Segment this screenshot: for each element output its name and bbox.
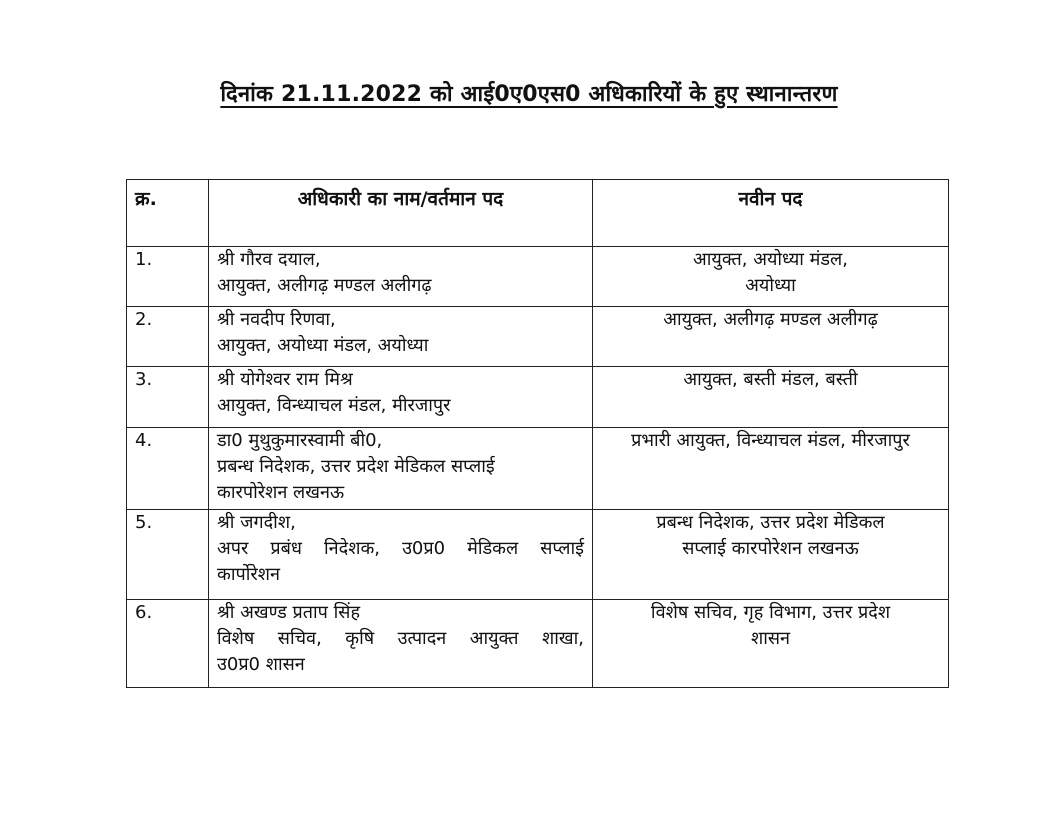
new-post-line: अयोध्या <box>745 275 796 296</box>
current-post: कार्पोरेशन <box>217 564 280 585</box>
officer-name: श्री अखण्ड प्रताप सिंह <box>217 602 361 623</box>
page-title-text: दिनांक 21.11.2022 को आई0ए0एस0 अधिकारियों के हुए स्थानान्तरण <box>220 82 838 107</box>
officer-cell <box>209 367 593 428</box>
current-post: कारपोरेशन लखनऊ <box>217 482 345 503</box>
table-row <box>127 428 949 510</box>
new-post-line: शासन <box>750 628 791 649</box>
new-post-line: आयुक्त, अलीगढ़ मण्डल अलीगढ़ <box>663 309 878 330</box>
officer-name: श्री योगेश्वर राम मिश्र <box>217 369 353 390</box>
new-post-line: आयुक्त, अयोध्या मंडल, <box>693 249 848 270</box>
officer-cell <box>209 307 593 367</box>
new-post-cell <box>593 367 949 428</box>
table-row <box>127 510 949 600</box>
serial-cell: 3. <box>127 367 209 428</box>
new-post-cell <box>593 307 949 367</box>
new-post-line: सप्लाई कारपोरेशन लखनऊ <box>682 538 859 559</box>
serial-cell: 1. <box>127 247 209 307</box>
table-row <box>127 247 949 307</box>
officer-cell <box>209 600 593 688</box>
officer-name: श्री जगदीश, <box>217 512 296 533</box>
header-officer: अधिकारी का नाम/वर्तमान पद <box>209 180 593 247</box>
serial-cell: 2. <box>127 307 209 367</box>
officer-cell <box>209 428 593 510</box>
current-post: आयुक्त, विन्ध्याचल मंडल, मीरजापुर <box>217 395 451 416</box>
current-post: आयुक्त, अयोध्या मंडल, अयोध्या <box>217 335 429 356</box>
table-row <box>127 367 949 428</box>
serial-cell: 6. <box>127 600 209 688</box>
table-header-row <box>127 180 949 247</box>
officer-name: श्री गौरव दयाल, <box>217 249 321 270</box>
serial-cell: 4. <box>127 428 209 510</box>
new-post-line: प्रबन्ध निदेशक, उत्तर प्रदेश मेडिकल <box>656 512 885 533</box>
new-post-cell <box>593 510 949 600</box>
officer-name: श्री नवदीप रिणवा, <box>217 309 336 330</box>
table-row <box>127 600 949 688</box>
new-post-cell <box>593 600 949 688</box>
table-row <box>127 307 949 367</box>
officer-name: डा0 मुथुकुमारस्वामी बी0, <box>217 430 383 451</box>
page-title <box>0 78 1058 108</box>
new-post-cell <box>593 428 949 510</box>
current-post: उ0प्र0 शासन <box>217 654 305 675</box>
officer-cell <box>209 247 593 307</box>
new-post-line: प्रभारी आयुक्त, विन्ध्याचल मंडल, मीरजापुर <box>631 430 910 451</box>
current-post: प्रबन्ध निदेशक, उत्तर प्रदेश मेडिकल सप्लाई <box>217 456 495 477</box>
current-post: अपर प्रबंध निदेशक, उ0प्र0 मेडिकल सप्लाई <box>217 538 584 559</box>
transfer-table <box>126 179 949 688</box>
new-post-line: विशेष सचिव, गृह विभाग, उत्तर प्रदेश <box>650 602 891 623</box>
new-post-cell <box>593 247 949 307</box>
officer-cell <box>209 510 593 600</box>
new-post-line: आयुक्त, बस्ती मंडल, बस्ती <box>683 369 858 390</box>
serial-cell: 5. <box>127 510 209 600</box>
current-post: आयुक्त, अलीगढ़ मण्डल अलीगढ़ <box>217 275 432 296</box>
header-new-post: नवीन पद <box>593 180 949 247</box>
header-serial: क्र. <box>127 180 209 247</box>
current-post: विशेष सचिव, कृषि उत्पादन आयुक्त शाखा, <box>217 628 584 649</box>
